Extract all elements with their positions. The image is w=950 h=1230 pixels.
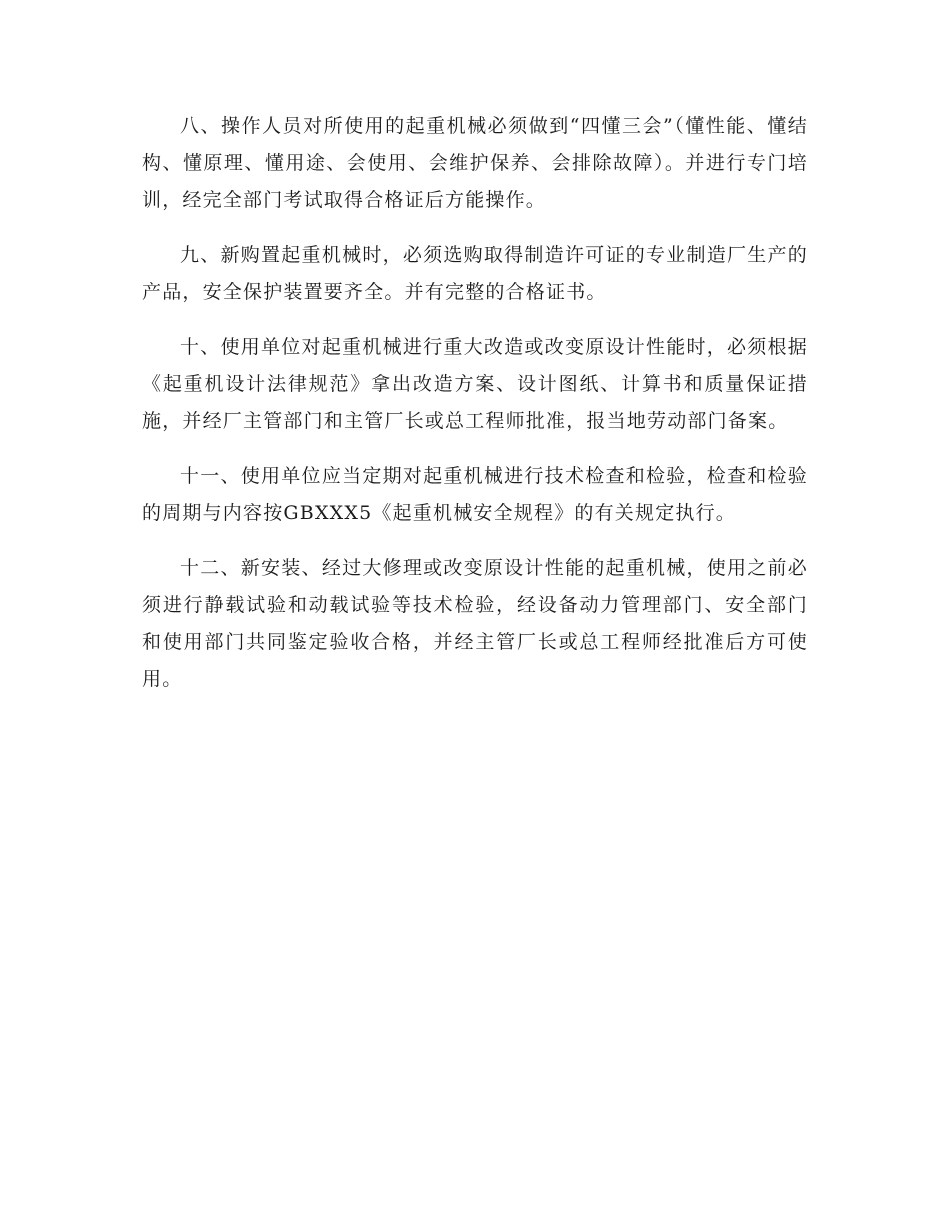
paragraph-8: 八、操作人员对所使用的起重机械必须做到“四懂三会”（懂性能、懂结构、懂原理、懂用途、会使用、会维护保养、会排除故障）。并进行专门培训，经完全部门考试取得合格证后方能操作。 xyxy=(142,115,808,211)
paragraph-11: 十一、使用单位应当定期对起重机械进行技术检查和检验，检查和检验的周期与内容按GBXXX5《起重机械安全规程》的有关规定执行。 xyxy=(142,465,808,524)
paragraph-10: 十、使用单位对起重机械进行重大改造或改变原设计性能时，必须根据《起重机设计法律规范》拿出改造方案、设计图纸、计算书和质量保证措施，并经厂主管部门和主管厂长或总工程师批准，报当地劳动部门备案。 xyxy=(142,336,808,432)
paragraph-9: 九、新购置起重机械时，必须选购取得制造许可证的专业制造厂生产的产品，安全保护装置要齐全。并有完整的合格证书。 xyxy=(142,244,808,303)
paragraph-12: 十二、新安装、经过大修理或改变原设计性能的起重机械，使用之前必须进行静载试验和动载试验等技术检验，经设备动力管理部门、安全部门和使用部门共同鉴定验收合格，并经主管厂长或总工程师经批准后方可使用。 xyxy=(142,557,808,690)
document-page xyxy=(142,108,808,716)
